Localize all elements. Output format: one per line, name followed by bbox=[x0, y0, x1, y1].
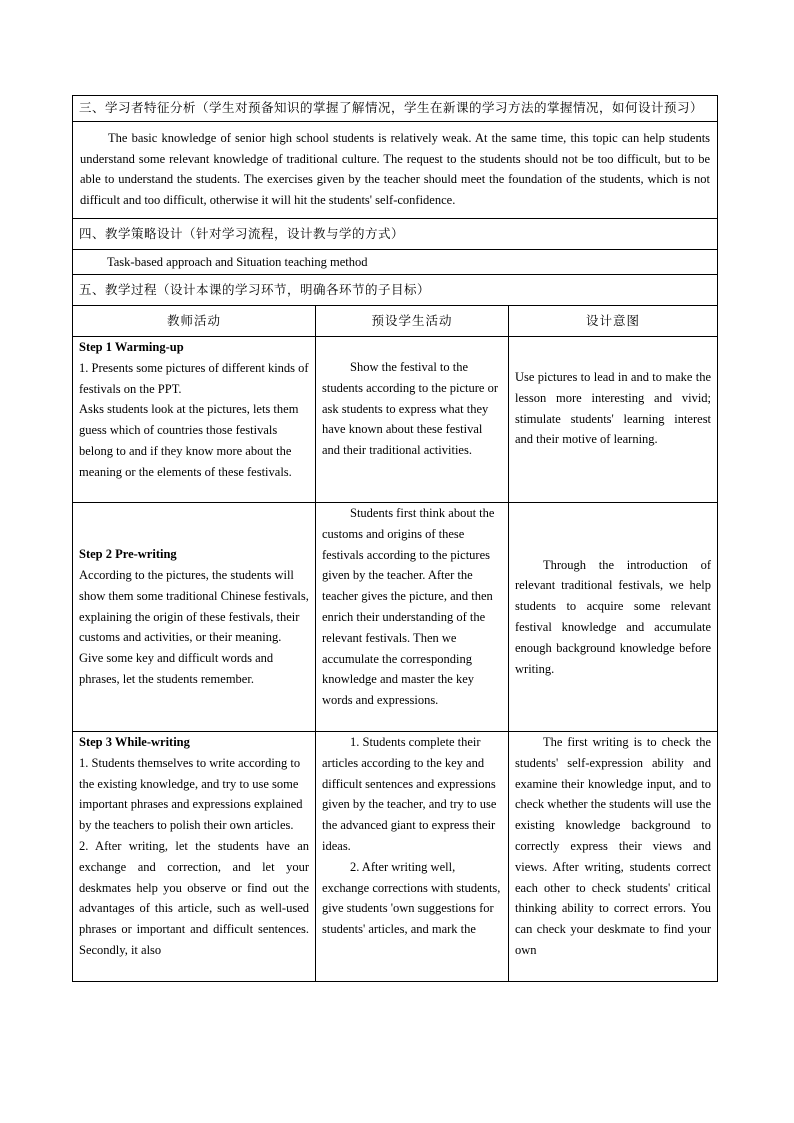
step1-teacher-cell bbox=[73, 336, 316, 502]
column-header-student: 预设学生活动 bbox=[316, 305, 509, 336]
step2-student-text: Students first think about the customs and origins of these festivals according to the pictures given by the teacher. After the teacher gives the picture, and then enrich their understanding of the relevant festivals. Then we accumulate the corresponding knowledge and master the key words and expressions. bbox=[322, 505, 495, 708]
section3-body: The basic knowledge of senior high school students is relatively weak. At the same time, this topic can help students understand some relevant knowledge of traditional culture. The request to the students should not be too difficult, but to be able to understand the students. The exercises given by the teacher should meet the foundation of the students, which is not difficult and too difficult, otherwise it will hit the students' self-confidence. bbox=[73, 121, 718, 218]
step1-intent-cell bbox=[509, 336, 718, 502]
step2-row bbox=[73, 502, 718, 731]
step2-title: Step 2 Pre-writing bbox=[79, 547, 177, 562]
section5-heading: 五、教学过程（设计本课的学习环节，明确各环节的子目标） bbox=[73, 274, 718, 305]
section3-heading-row bbox=[73, 96, 718, 122]
step1-intent-text: Use pictures to lead in and to make the lesson more interesting and vivid; stimulate students' learning interest and their motive of learning. bbox=[515, 369, 712, 447]
section3-heading: 三、学习者特征分析（学生对预备知识的掌握了解情况，学生在新课的学习方法的掌握情况，如何设计预习） bbox=[73, 96, 718, 122]
section4-body-row bbox=[73, 249, 718, 274]
step1-teacher-line: Asks students look at the pictures, lets them guess which of countries those festivals belong to and if they know more about the meaning or the elements of these festivals. bbox=[79, 402, 299, 479]
step2-teacher-line: Give some key and difficult words and phrases, let the students remember. bbox=[79, 651, 274, 686]
section4-body: Task-based approach and Situation teaching method bbox=[73, 249, 718, 274]
lesson-plan-table bbox=[72, 95, 718, 982]
step1-student-text: Show the festival to the students according to the picture or ask students to express what they have known about these festival and their traditional activities. bbox=[322, 359, 498, 458]
step3-row bbox=[73, 731, 718, 981]
step1-teacher-line: 1. Presents some pictures of different kinds of festivals on the PPT. bbox=[79, 360, 309, 396]
step2-student-cell bbox=[316, 502, 509, 731]
step2-teacher-cell bbox=[73, 502, 316, 731]
step1-row bbox=[73, 336, 718, 502]
step3-student-cell bbox=[316, 731, 509, 981]
section3-body-row bbox=[73, 121, 718, 218]
step3-intent-text: The first writing is to check the students' self-expression ability and examine their knowledge input, and to check whether the students will use the existing knowledge background to correctly express their views and views. After writing, students correct each other to check students' critical thinking ability to correct errors. You can check your deskmate to find your own bbox=[515, 734, 712, 957]
step2-teacher-line: According to the pictures, the students will show them some traditional Chinese festivals, explaining the origin of these festivals, their customs and activities, or their meaning. bbox=[79, 567, 309, 645]
step2-intent-cell bbox=[509, 502, 718, 731]
section5-heading-row bbox=[73, 274, 718, 305]
column-header-row bbox=[73, 305, 718, 336]
step1-student-cell bbox=[316, 336, 509, 502]
step3-title: Step 3 While-writing bbox=[79, 734, 190, 749]
step3-student-line: 2. After writing well, exchange corrections with students, give students 'own suggestions for students' articles, and mark the bbox=[322, 859, 501, 937]
step1-title: Step 1 Warming-up bbox=[79, 339, 184, 354]
step3-student-line: 1. Students complete their articles according to the key and difficult sentences and expressions given by the teacher, and try to use the advanced giant to express their ideas. bbox=[322, 734, 497, 853]
step3-teacher-line: 2. After writing, let the students have an exchange and correction, and let your deskmates help you observe or find out the advantages of this article, such as well-used phrases or important and difficult sentences. Secondly, it also bbox=[79, 838, 309, 957]
step2-intent-text: Through the introduction of relevant traditional festivals, we help students to acquire some relevant festival knowledge and accumulate enough background knowledge before writing. bbox=[515, 557, 712, 676]
section4-heading: 四、教学策略设计（针对学习流程，设计教与学的方式） bbox=[73, 218, 718, 249]
step3-teacher-line: 1. Students themselves to write according to the existing knowledge, and try to use some important phrases and expressions explained by the teachers to polish their own articles. bbox=[79, 755, 303, 833]
section4-heading-row bbox=[73, 218, 718, 249]
column-header-teacher: 教师活动 bbox=[73, 305, 316, 336]
step3-intent-cell bbox=[509, 731, 718, 981]
lesson-plan-page bbox=[72, 95, 717, 982]
column-header-intent: 设计意图 bbox=[509, 305, 718, 336]
step3-teacher-cell bbox=[73, 731, 316, 981]
